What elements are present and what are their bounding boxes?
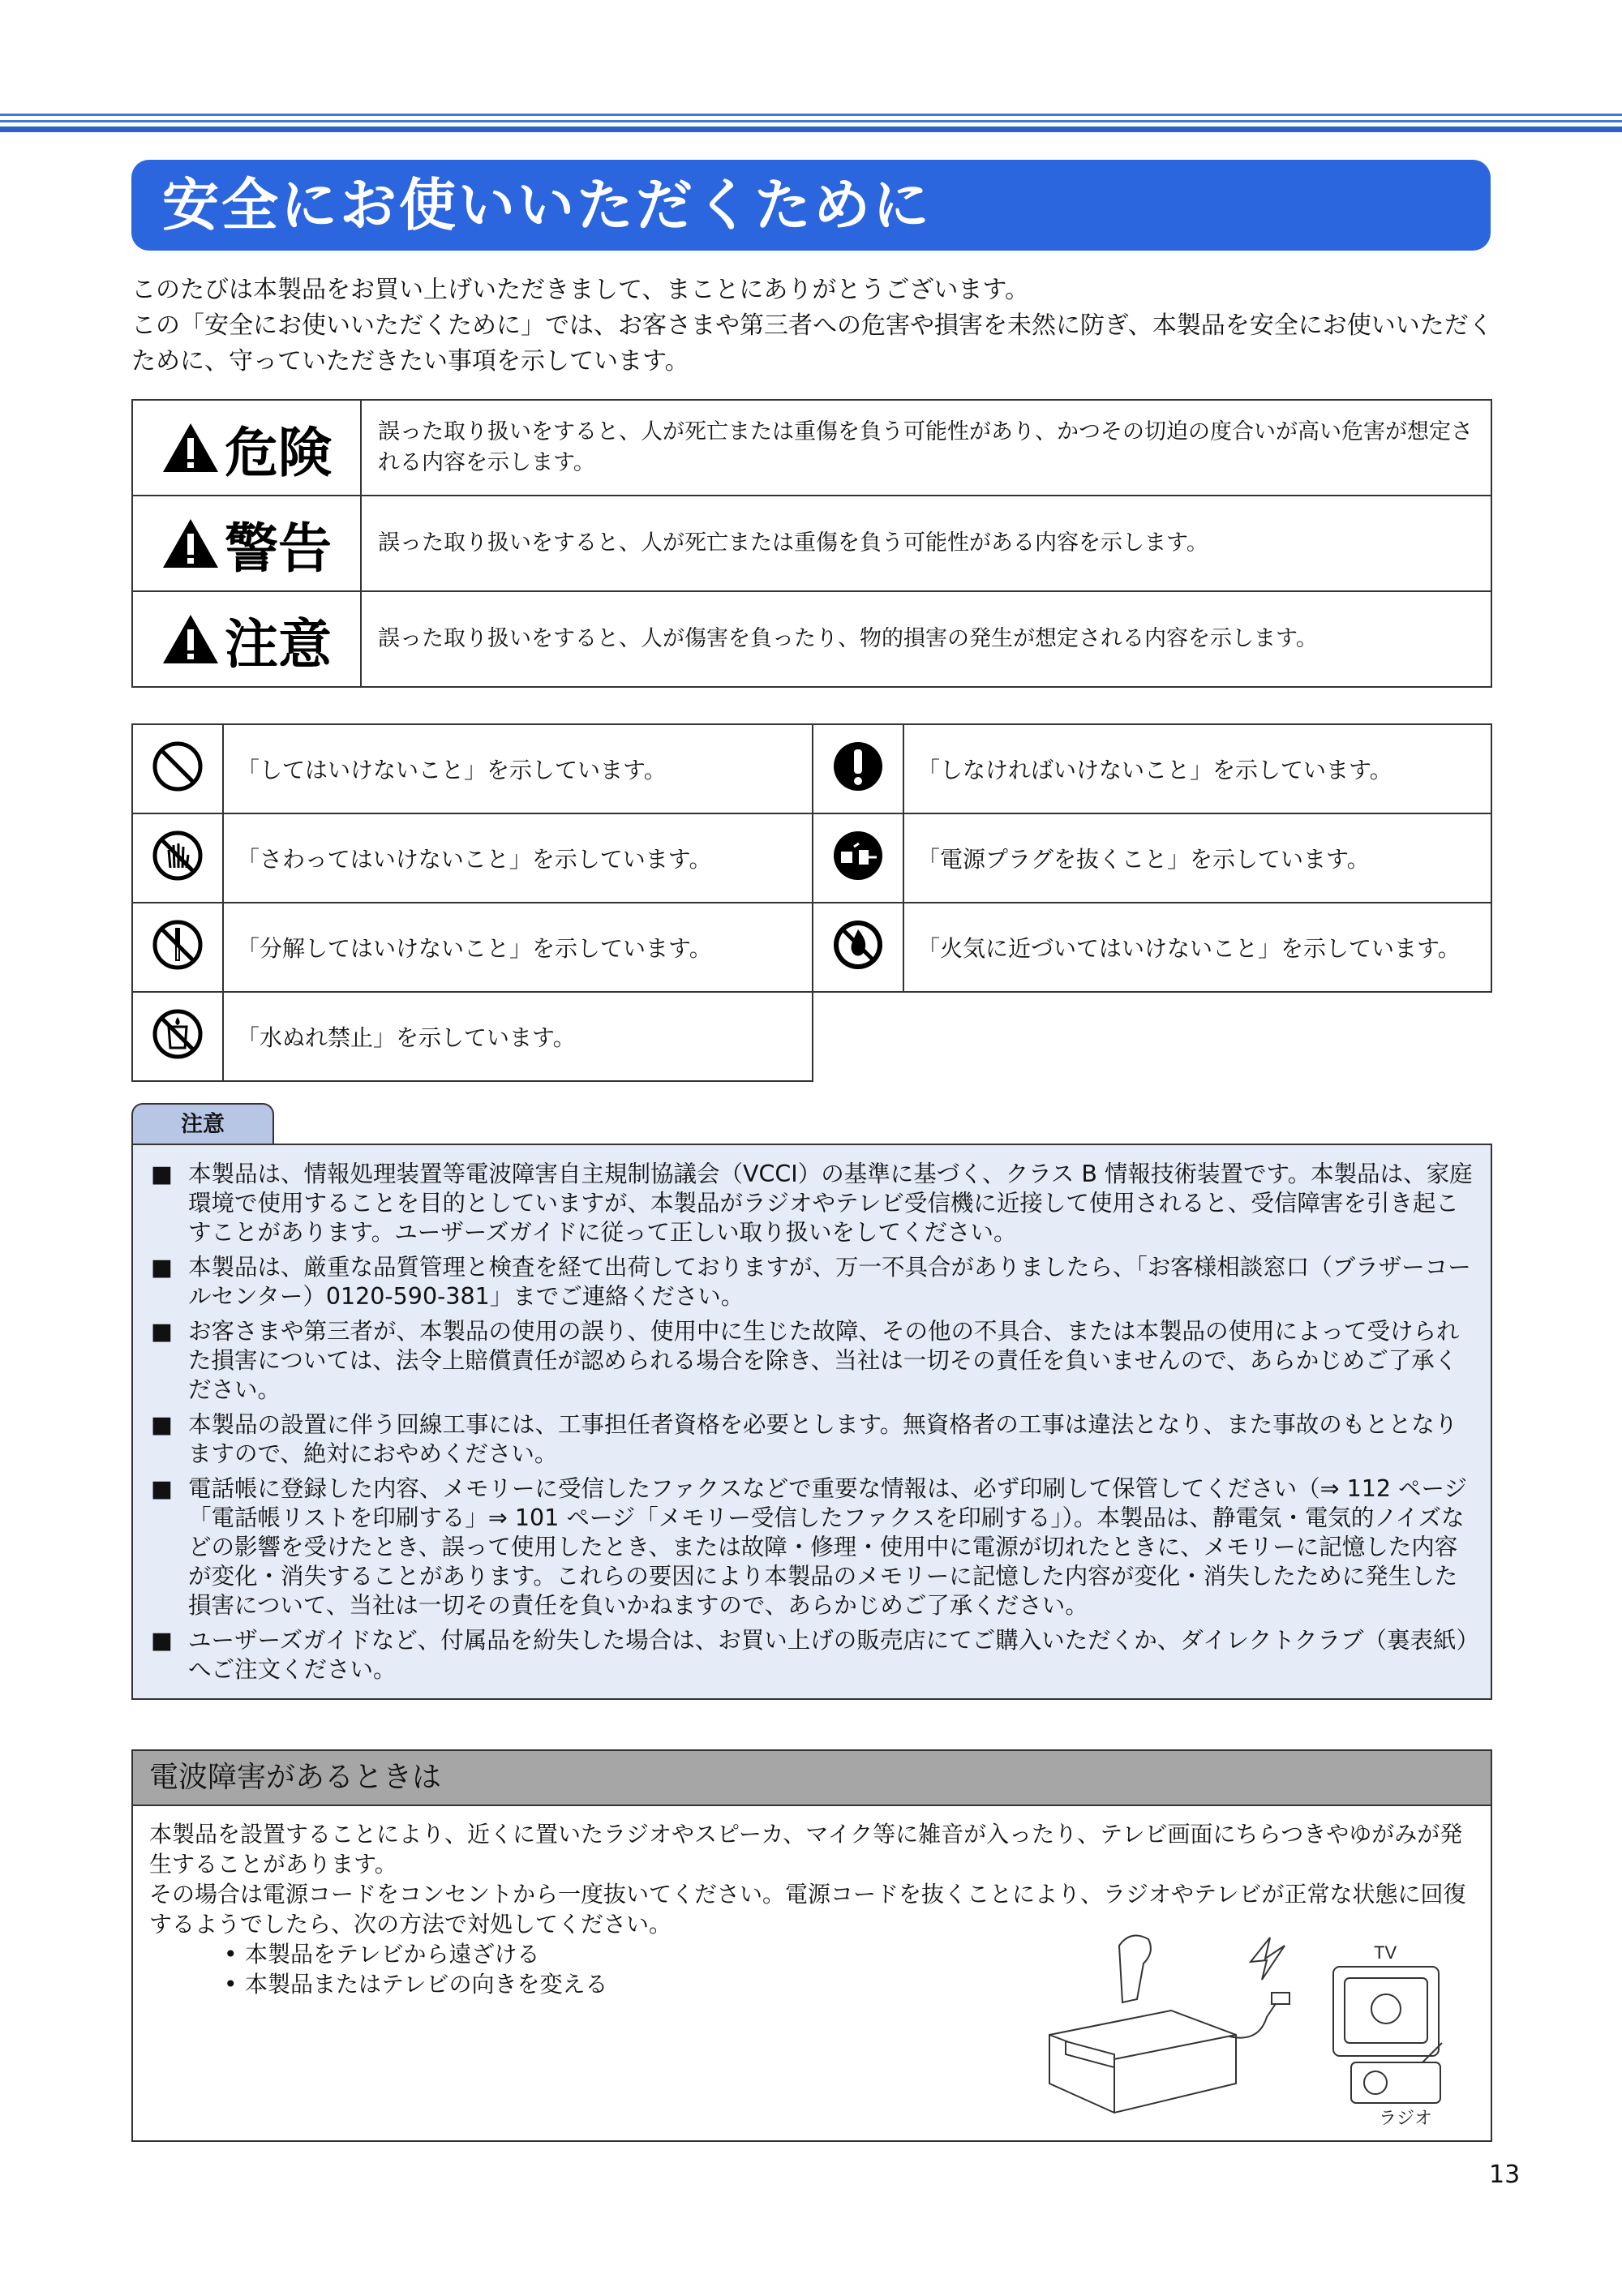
caution-box — [131, 1144, 1492, 1700]
level-label-caution: 注意 — [225, 612, 332, 676]
symbol-text-prohibited: 「してはいけないこと」を示しています。 — [223, 724, 813, 813]
caution-list — [133, 1145, 1491, 1684]
interference-illustration — [1041, 1921, 1479, 2132]
radio-label: ラジオ — [1379, 2109, 1433, 2129]
symbol-text-do-not-disassemble: 「分解してはいけないこと」を示しています。 — [223, 903, 813, 992]
level-row-warning — [132, 496, 1491, 591]
fax-machine-drawing — [1049, 2011, 1236, 2113]
radio-paragraph-2: その場合は電源コードをコンセントから一度抜いてください。電源コードを抜くことにより、ラジオやテレビが正常な状態に回復するようでしたら、次の方法で対処してください。 — [149, 1881, 1466, 1938]
header-rule-thin-2 — [0, 120, 1622, 122]
radio-interference-heading: 電波障害があるときは — [133, 1751, 1491, 1806]
symbol-text-no-water: 「水ぬれ禁止」を示しています。 — [223, 992, 813, 1081]
header-rule-thick — [0, 127, 1622, 132]
unplug-icon — [831, 829, 885, 882]
caution-item: ■ 本製品の設置に伴う回線工事には、工事担任者資格を必要とします。無資格者の工事は違法となり、また事故のもととなりますので、絶対におやめください。 — [151, 1411, 1458, 1467]
caution-item: ■ 本製品は、厳重な品質管理と検査を経て出荷しておりますが、万一不具合がありましたら、「お客様相談窓口（ブラザーコールセンター）0120-590-381」までご連絡ください。 — [151, 1254, 1471, 1310]
radio-interference-box — [131, 1749, 1492, 2142]
level-desc-danger: 誤った取り扱いをすると、人が死亡または重傷を負う可能性があり、かつその切迫の度合いが高い危害が想定される内容を示します。 — [361, 400, 1491, 496]
intro-line-2: この「安全にお使いいただくために」では、お客さまや第三者への危害や損害を未然に防ぎ、本製品を安全にお使いいただくために、守っていただきたい事項を示しています。 — [131, 311, 1493, 376]
level-row-danger — [132, 400, 1491, 496]
bullet-square-icon: ■ — [151, 1411, 173, 1438]
bullet-square-icon: ■ — [151, 1318, 173, 1345]
symbol-text-mandatory: 「しなければいけないこと」を示しています。 — [903, 724, 1491, 813]
bullet-square-icon: ■ — [151, 1475, 173, 1502]
level-row-caution — [132, 591, 1491, 687]
bullet-square-icon: ■ — [151, 1254, 173, 1281]
symbol-text-do-not-touch: 「さわってはいけないこと」を示しています。 — [223, 813, 813, 903]
do-not-disassemble-icon — [151, 918, 204, 972]
level-label-warning: 警告 — [225, 517, 332, 580]
level-label-danger: 危険 — [225, 421, 332, 484]
warning-triangle-icon — [161, 517, 220, 569]
caution-tab: 注意 — [131, 1103, 274, 1145]
symbol-row — [132, 724, 1491, 813]
plug-drawing — [1229, 1993, 1289, 2038]
lightning-icon — [1251, 1938, 1285, 1980]
page-number: 13 — [1489, 2161, 1521, 2189]
symbol-row — [132, 992, 1491, 1081]
radio-paragraph-1: 本製品を設置することにより、近くに置いたラジオやスピーカ、マイク等に雑音が入ったり、テレビ画面にちらつきやゆがみが発生することがあります。 — [149, 1821, 1463, 1878]
caution-item: ■ 本製品は、情報処理装置等電波障害自主規制協議会（VCCI）の基準に基づく、クラス B 情報技術装置です。本製品は、家庭環境で使用することを目的としていますが、本製品がラジオやテレビ受信機に近接して使用されると、受信障害を引き起こすことがあります。ユーザーズガイドに従って正しい取り扱いをしてください。 — [151, 1161, 1473, 1246]
fist-drawing — [1119, 1936, 1151, 2003]
tv-label: TV — [1374, 1942, 1397, 1963]
no-water-icon — [151, 1007, 204, 1061]
intro-text — [131, 273, 1494, 380]
title-banner — [131, 160, 1491, 251]
no-fire-icon — [831, 918, 885, 972]
caution-item: ■ お客さまや第三者が、本製品の使用の誤り、使用中に生じた故障、その他の不具合、または本製品の使用によって受けられた損害については、法令上賠償責任が認められる場合を除き、当社は一切その責任を負いませんので、あらかじめご了承ください。 — [151, 1318, 1460, 1403]
do-not-touch-icon — [151, 829, 204, 882]
caution-item: ■ 電話帳に登録した内容、メモリーに受信したファクスなどで重要な情報は、必ず印刷して保管してください（⇒ 112 ページ「電話帳リストを印刷する」⇒ 101 ページ「メモリー受信したファクスを印刷する」）。本製品は、静電気・電気的ノイズなどの影響を受けたとき、誤って使用したとき、または故障・修理・使用中に電源が切れたときに、メモリーに記憶した内容が変化・消失することがあります。これらの要因により本製品のメモリーに記憶した内容が変化・消失したために発生した損害について、当社は一切その責任を負いかねますので、あらかじめご了承ください。 — [151, 1475, 1467, 1619]
tv-drawing — [1333, 1967, 1439, 2056]
radio-bullet-item: • 本製品またはテレビの向きを変える — [224, 1969, 1474, 1999]
mandatory-icon — [831, 740, 885, 793]
prohibited-icon — [151, 740, 204, 793]
bullet-square-icon: ■ — [151, 1161, 173, 1187]
page-title: 安全にお使いいただくために — [162, 172, 932, 238]
caution-item: ■ ユーザーズガイドなど、付属品を紛失した場合は、お買い上げの販売店にてご購入いただくか、ダイレクトクラブ（裏表紙）へご注文ください。 — [151, 1627, 1468, 1683]
bullet-square-icon: ■ — [151, 1627, 173, 1654]
symbol-legend-table — [131, 723, 1492, 1082]
warning-triangle-icon — [161, 422, 220, 474]
intro-line-1: このたびは本製品をお買い上げいただきまして、まことにありがとうございます。 — [131, 276, 1029, 304]
symbol-row — [132, 903, 1491, 992]
header-rule-thin-1 — [0, 114, 1622, 116]
level-desc-warning: 誤った取り扱いをすると、人が死亡または重傷を負う可能性がある内容を示します。 — [361, 496, 1491, 591]
warning-triangle-icon — [161, 613, 220, 665]
symbol-row — [132, 813, 1491, 903]
symbol-text-unplug: 「電源プラグを抜くこと」を示しています。 — [903, 813, 1491, 903]
symbol-text-no-fire: 「火気に近づいてはいけないこと」を示しています。 — [903, 903, 1491, 992]
radio-bullet-item: • 本製品をテレビから遠ざける — [224, 1939, 1474, 1969]
level-desc-caution: 誤った取り扱いをすると、人が傷害を負ったり、物的損害の発生が想定される内容を示します。 — [361, 591, 1491, 687]
hazard-level-table — [131, 399, 1492, 688]
